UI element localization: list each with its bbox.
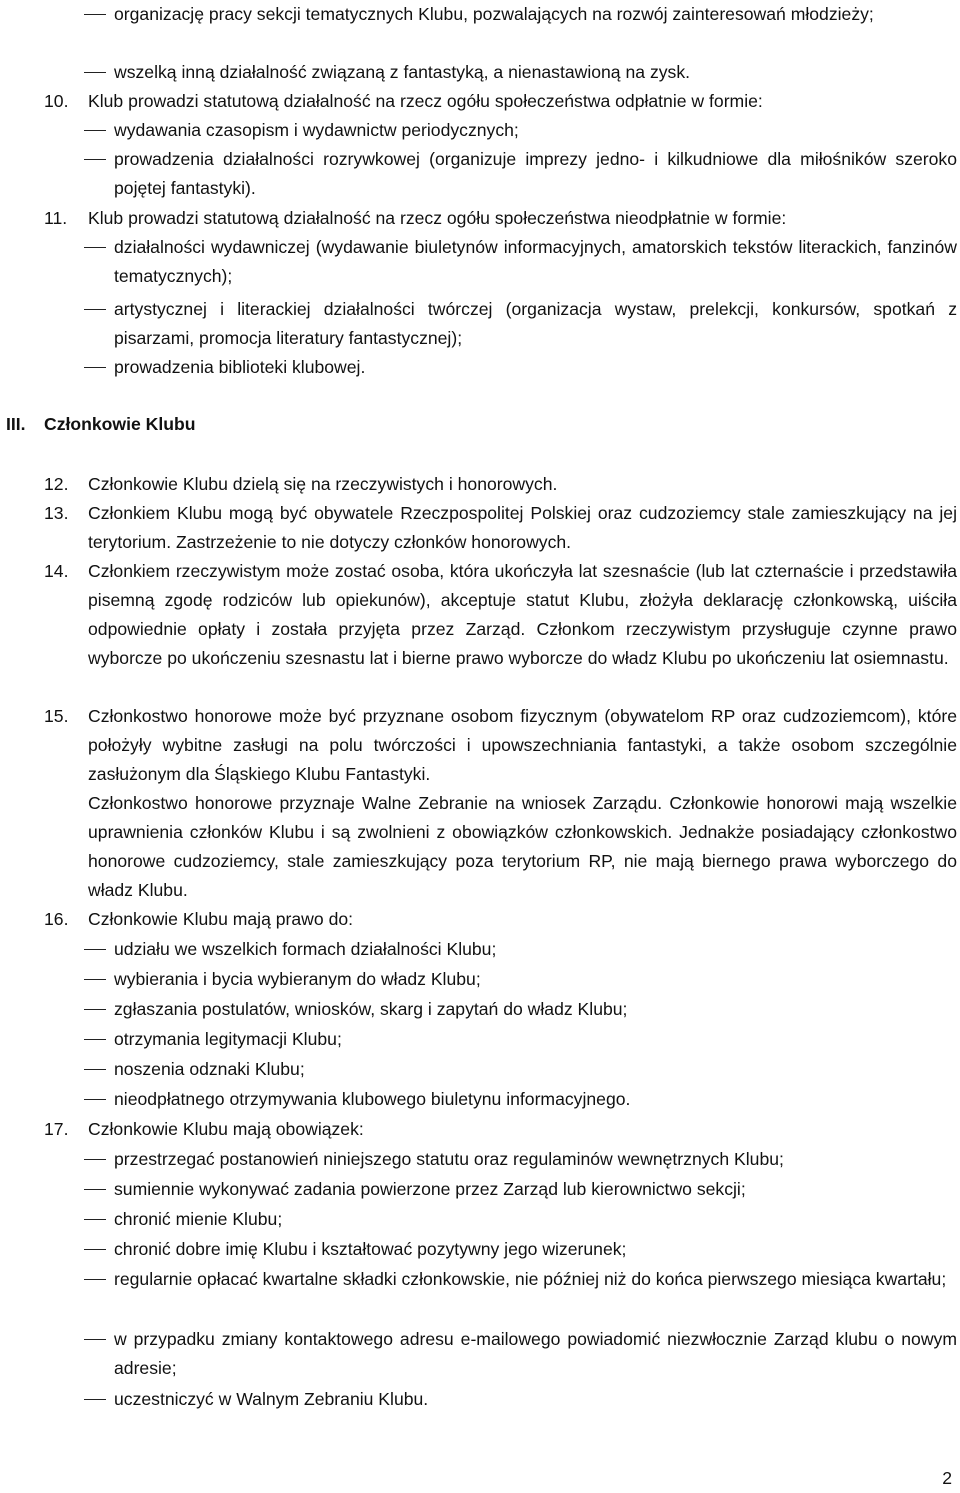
list-item: regularnie opłacać kwartalne składki członkowskie, nie później niż do końca pierwszego miesiąca kwartału;	[114, 1269, 947, 1289]
list-item: wszelką inną działalność związaną z fantastyką, a nienastawioną na zysk.	[114, 62, 691, 82]
dash-bullet-icon	[84, 295, 108, 324]
dash-bullet-icon	[84, 1265, 108, 1294]
item-text: Członkowie Klubu mają prawo do:	[88, 909, 354, 929]
list-item: wydawania czasopism i wydawnictw periodycznych;	[114, 120, 519, 140]
list-item: prowadzenia działalności rozrywkowej (organizuje imprezy jedno- i kilkudniowe dla miłośników szeroko pojętej fantastyki).	[114, 149, 957, 198]
dash-bullet-icon	[84, 1085, 108, 1114]
dash-bullet-icon	[84, 353, 108, 382]
item-text: Członkiem rzeczywistym może zostać osoba, która ukończyła lat szesnaście (lub lat czternaście i przedstawiła pisemną zgodę rodziców lub opiekunów), akceptuje statut Klubu, złożyła deklarację członkowską, uiściła odpowiednie opłaty i została przyjęta przez Zarząd. Członkom rzeczywistym przysługuje czynne prawo wyborcze po ukończeniu szesnastu lat i bierne prawo wyborcze do władz Klubu po ukończeniu lat osiemnastu.	[88, 561, 957, 668]
list-item: artystycznej i literackiej działalności twórczej (organizacja wystaw, prelekcji, konkursów, spotkań z pisarzami, promocja literatury fantastycznej);	[114, 299, 957, 348]
list-item: w przypadku zmiany kontaktowego adresu e-mailowego powiadomić niezwłocznie Zarząd klubu o nowym adresie;	[114, 1329, 957, 1378]
page-number: 2	[942, 1468, 952, 1488]
dash-bullet-icon	[84, 116, 108, 145]
item-text: Członkiem Klubu mogą być obywatele Rzeczpospolitej Polskiej oraz cudzoziemcy stale zamieszkujący na jej terytorium. Zastrzeżenie to nie dotyczy członków honorowych.	[88, 503, 957, 552]
list-item: organizację pracy sekcji tematycznych Klubu, pozwalających na rozwój zainteresowań młodzieży;	[114, 4, 874, 24]
dash-bullet-icon	[84, 145, 108, 174]
item-number: 14.	[44, 561, 69, 581]
item-number: 17.	[44, 1119, 69, 1139]
dash-bullet-icon	[84, 1145, 108, 1174]
item-text: Członkowie Klubu mają obowiązek:	[88, 1119, 364, 1139]
list-item: udziału we wszelkich formach działalności Klubu;	[114, 939, 497, 959]
list-item: chronić dobre imię Klubu i kształtować pozytywny jego wizerunek;	[114, 1239, 627, 1259]
dash-bullet-icon	[84, 1385, 108, 1414]
list-item: nieodpłatnego otrzymywania klubowego biuletynu informacyjnego.	[114, 1089, 631, 1109]
list-item: zgłaszania postulatów, wniosków, skarg i zapytań do władz Klubu;	[114, 999, 628, 1019]
item-number: 13.	[44, 503, 69, 523]
item-number: 11.	[44, 208, 68, 228]
dash-bullet-icon	[84, 1325, 108, 1354]
item-number: 15.	[44, 706, 69, 726]
dash-bullet-icon	[84, 1025, 108, 1054]
item-number: 10.	[44, 91, 69, 111]
list-item: przestrzegać postanowień niniejszego statutu oraz regulaminów wewnętrznych Klubu;	[114, 1149, 784, 1169]
list-item: otrzymania legitymacji Klubu;	[114, 1029, 342, 1049]
dash-bullet-icon	[84, 233, 108, 262]
dash-bullet-icon	[84, 0, 108, 29]
section-number: III.	[6, 414, 26, 434]
item-text: Członkowie Klubu dzielą się na rzeczywistych i honorowych.	[88, 474, 558, 494]
list-item: noszenia odznaki Klubu;	[114, 1059, 305, 1079]
dash-bullet-icon	[84, 935, 108, 964]
section-title: Członkowie Klubu	[44, 414, 196, 434]
list-item: wybierania i bycia wybieranym do władz Klubu;	[114, 969, 481, 989]
list-item: sumiennie wykonywać zadania powierzone przez Zarząd lub kierownictwo sekcji;	[114, 1179, 746, 1199]
dash-bullet-icon	[84, 1055, 108, 1084]
item-text: Członkostwo honorowe może być przyznane osobom fizycznym (obywatelom RP oraz cudzoziemcom), które położyły wybitne zasługi na polu twórczości i upowszechniania fantastyki, a także osobom szczególnie zasłużonym dla Śląskiego Klubu Fantastyki.	[88, 706, 957, 784]
dash-bullet-icon	[84, 1235, 108, 1264]
dash-bullet-icon	[84, 1175, 108, 1204]
item-number: 12.	[44, 474, 69, 494]
dash-bullet-icon	[84, 1205, 108, 1234]
item-text: Klub prowadzi statutową działalność na rzecz ogółu społeczeństwa nieodpłatnie w formie:	[88, 208, 787, 228]
dash-bullet-icon	[84, 995, 108, 1024]
list-item: prowadzenia biblioteki klubowej.	[114, 357, 366, 377]
dash-bullet-icon	[84, 58, 108, 87]
item-text: Klub prowadzi statutową działalność na rzecz ogółu społeczeństwa odpłatnie w formie:	[88, 91, 763, 111]
list-item: chronić mienie Klubu;	[114, 1209, 283, 1229]
item-text: Członkostwo honorowe przyznaje Walne Zebranie na wniosek Zarządu. Członkowie honorowi mają wszelkie uprawnienia członków Klubu i są zwolnieni z obowiązków członkowskich. Jednakże posiadający członkostwo honorowe cudzoziemcy, stale zamieszkujący poza terytorium RP, nie mają biernego prawa wyborczego do władz Klubu.	[88, 793, 957, 900]
dash-bullet-icon	[84, 965, 108, 994]
list-item: działalności wydawniczej (wydawanie biuletynów informacyjnych, amatorskich tekstów literackich, fanzinów tematycznych);	[114, 237, 957, 286]
item-number: 16.	[44, 909, 69, 929]
list-item: uczestniczyć w Walnym Zebraniu Klubu.	[114, 1389, 429, 1409]
